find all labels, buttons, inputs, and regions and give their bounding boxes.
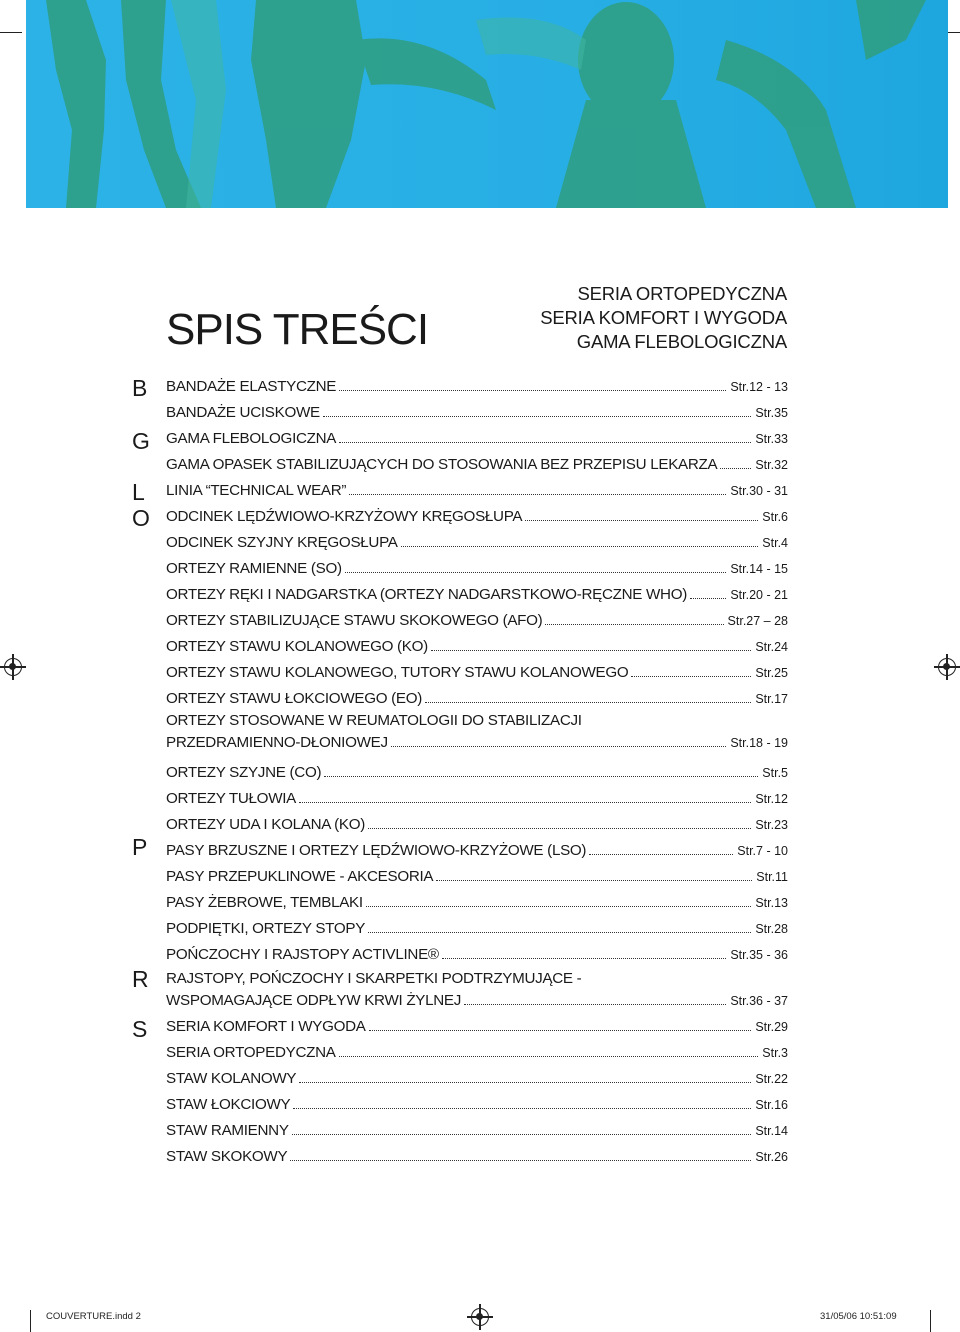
toc-entry[interactable] bbox=[166, 1095, 788, 1115]
dot-leader bbox=[345, 572, 727, 573]
dot-leader bbox=[369, 1030, 752, 1031]
toc-entry-page: Str.12 bbox=[755, 792, 788, 806]
toc-entry-label: STAW SKOKOWY bbox=[166, 1148, 288, 1165]
toc-entry[interactable] bbox=[166, 455, 788, 475]
registration-mark-icon bbox=[4, 658, 22, 676]
toc-entry[interactable] bbox=[166, 663, 788, 683]
dot-leader bbox=[299, 802, 751, 803]
toc-entry[interactable] bbox=[166, 481, 788, 501]
dot-leader bbox=[368, 828, 751, 829]
toc-entry-label: STAW KOLANOWY bbox=[166, 1070, 297, 1087]
toc-entry[interactable] bbox=[166, 1043, 788, 1063]
toc-entry-page: Str.4 bbox=[762, 536, 788, 550]
toc-entry[interactable] bbox=[166, 969, 788, 1011]
toc-entry-label: STAW ŁOKCIOWY bbox=[166, 1096, 291, 1113]
dot-leader bbox=[292, 1134, 752, 1135]
series-line: SERIA KOMFORT I WYGODA bbox=[540, 307, 787, 328]
dot-leader bbox=[525, 520, 758, 521]
index-letter: B bbox=[132, 375, 148, 401]
toc-entry[interactable] bbox=[166, 533, 788, 553]
toc-entry-page: Str.27 – 28 bbox=[727, 614, 788, 628]
index-letter: G bbox=[132, 428, 150, 454]
toc-entry-page: Str.26 bbox=[755, 1150, 788, 1164]
toc-entry-page: Str.14 bbox=[755, 1124, 788, 1138]
toc-entry-label: GAMA OPASEK STABILIZUJĄCYCH DO STOSOWANIA BEZ PRZEPISU LEKARZA bbox=[166, 456, 718, 473]
dot-leader bbox=[431, 650, 751, 651]
toc-entry[interactable] bbox=[166, 429, 788, 449]
index-letter: L bbox=[132, 479, 145, 505]
series-line: SERIA ORTOPEDYCZNA bbox=[577, 283, 787, 304]
toc-entry-page: Str.7 - 10 bbox=[737, 844, 788, 858]
dot-leader bbox=[401, 546, 759, 547]
toc-entry-page: Str.5 bbox=[762, 766, 788, 780]
toc-entry-label: BANDAŻE ELASTYCZNE bbox=[166, 378, 337, 395]
toc-entry-label: LINIA “TECHNICAL WEAR” bbox=[166, 482, 347, 499]
toc-entry[interactable] bbox=[166, 585, 788, 605]
toc-entry-page: Str.23 bbox=[755, 818, 788, 832]
toc-entry-page: Str.3 bbox=[762, 1046, 788, 1060]
dot-leader bbox=[324, 776, 758, 777]
toc-entry-label: PRZEDRAMIENNO-DŁONIOWEJ bbox=[166, 734, 388, 751]
toc-entry-label: STAW RAMIENNY bbox=[166, 1122, 289, 1139]
toc-entry-label: ORTEZY STAWU KOLANOWEGO, TUTORY STAWU KOLANOWEGO bbox=[166, 664, 629, 681]
dot-leader bbox=[323, 416, 751, 417]
toc-entry-page: Str.13 bbox=[755, 896, 788, 910]
toc-entry-page: Str.12 - 13 bbox=[730, 380, 788, 394]
toc-entry-page: Str.25 bbox=[755, 666, 788, 680]
toc-entry-label-line: ORTEZY STOSOWANE W REUMATOLOGII DO STABILIZACJI bbox=[166, 712, 582, 729]
dot-leader bbox=[290, 1160, 751, 1161]
dot-leader bbox=[631, 676, 751, 677]
crop-mark bbox=[0, 32, 22, 33]
toc-entry-label: ODCINEK LĘDŹWIOWO-KRZYŻOWY KRĘGOSŁUPA bbox=[166, 508, 523, 525]
toc-entry-label: SERIA KOMFORT I WYGODA bbox=[166, 1018, 366, 1035]
toc-entry-label: BANDAŻE UCISKOWE bbox=[166, 404, 320, 421]
dot-leader bbox=[368, 932, 751, 933]
toc-entry-page: Str.28 bbox=[755, 922, 788, 936]
toc-entry[interactable] bbox=[166, 789, 788, 809]
toc-entry[interactable] bbox=[166, 893, 788, 913]
toc-entry-label: WSPOMAGAJĄCE ODPŁYW KRWI ŻYLNEJ bbox=[166, 992, 462, 1009]
index-letter: O bbox=[132, 505, 150, 531]
dot-leader bbox=[464, 1004, 726, 1005]
header-banner bbox=[26, 0, 948, 208]
toc-entry[interactable] bbox=[166, 1017, 788, 1037]
series-list bbox=[540, 282, 787, 354]
dot-leader bbox=[366, 906, 752, 907]
dot-leader bbox=[442, 958, 727, 959]
toc-entry[interactable] bbox=[166, 1121, 788, 1141]
toc-entry[interactable] bbox=[166, 867, 788, 887]
toc-entry-page: Str.33 bbox=[755, 432, 788, 446]
toc-entry-page: Str.18 - 19 bbox=[730, 736, 788, 750]
index-letter: P bbox=[132, 834, 148, 860]
toc-entry[interactable] bbox=[166, 689, 788, 709]
toc-entry-label: PODPIĘTKI, ORTEZY STOPY bbox=[166, 920, 366, 937]
toc-entry-label: ORTEZY STAWU KOLANOWEGO (KO) bbox=[166, 638, 428, 655]
crop-mark bbox=[930, 1310, 931, 1332]
dot-leader bbox=[293, 1108, 751, 1109]
toc-entry[interactable] bbox=[166, 377, 788, 397]
dot-leader bbox=[339, 390, 726, 391]
toc-entry-page: Str.17 bbox=[755, 692, 788, 706]
footer-filename: COUVERTURE.indd 2 bbox=[46, 1311, 141, 1322]
registration-mark-icon bbox=[471, 1308, 489, 1326]
footer-timestamp: 31/05/06 10:51:09 bbox=[820, 1311, 897, 1322]
toc-entry-page: Str.22 bbox=[755, 1072, 788, 1086]
toc-entry[interactable] bbox=[166, 763, 788, 783]
dot-leader bbox=[425, 702, 751, 703]
dot-leader bbox=[589, 854, 733, 855]
toc-entry-label: ORTEZY RĘKI I NADGARSTKA (ORTEZY NADGARSTKOWO-RĘCZNE WHO) bbox=[166, 586, 687, 603]
toc-entry-label: ORTEZY RAMIENNE (SO) bbox=[166, 560, 342, 577]
toc-entry-label: ODCINEK SZYJNY KRĘGOSŁUPA bbox=[166, 534, 398, 551]
dot-leader bbox=[391, 746, 727, 747]
toc-entry-page: Str.36 - 37 bbox=[730, 994, 788, 1008]
toc-entry[interactable] bbox=[166, 507, 788, 527]
toc-entry[interactable] bbox=[166, 815, 788, 835]
toc-entry-label: SERIA ORTOPEDYCZNA bbox=[166, 1044, 336, 1061]
toc-entry-page: Str.32 bbox=[755, 458, 788, 472]
toc-entry[interactable] bbox=[166, 611, 788, 631]
toc-entry-label-line: RAJSTOPY, POŃCZOCHY I SKARPETKI PODTRZYMUJĄCE - bbox=[166, 970, 582, 987]
toc-entry[interactable] bbox=[166, 559, 788, 579]
toc-entry-label: ORTEZY TUŁOWIA bbox=[166, 790, 296, 807]
dot-leader bbox=[339, 1056, 759, 1057]
toc-entry[interactable] bbox=[166, 711, 788, 753]
toc-entry-page: Str.35 - 36 bbox=[730, 948, 788, 962]
page-title: SPIS TREŚCI bbox=[166, 305, 429, 354]
toc-entry-page: Str.35 bbox=[755, 406, 788, 420]
dot-leader bbox=[299, 1082, 751, 1083]
crop-mark bbox=[30, 1310, 31, 1332]
toc-entry-label: GAMA FLEBOLOGICZNA bbox=[166, 430, 337, 447]
toc-entry[interactable] bbox=[166, 919, 788, 939]
dot-leader bbox=[690, 598, 726, 599]
dot-leader bbox=[339, 442, 751, 443]
dot-leader bbox=[545, 624, 723, 625]
toc-entry-page: Str.11 bbox=[756, 870, 788, 884]
toc-entry-label: ORTEZY SZYJNE (CO) bbox=[166, 764, 322, 781]
toc-entry-label: ORTEZY STAWU ŁOKCIOWEGO (EO) bbox=[166, 690, 422, 707]
toc-entry-label: POŃCZOCHY I RAJSTOPY ACTIVLINE® bbox=[166, 946, 439, 963]
toc-entry[interactable] bbox=[166, 945, 788, 965]
toc-entry-page: Str.29 bbox=[755, 1020, 788, 1034]
toc-entry-page: Str.14 - 15 bbox=[730, 562, 788, 576]
toc-entry-label: ORTEZY UDA I KOLANA (KO) bbox=[166, 816, 366, 833]
toc-entry[interactable] bbox=[166, 1147, 788, 1167]
toc-entry[interactable] bbox=[166, 1069, 788, 1089]
toc-entry[interactable] bbox=[166, 841, 788, 861]
toc-entry[interactable] bbox=[166, 637, 788, 657]
toc-entry-label: PASY ŻEBROWE, TEMBLAKI bbox=[166, 894, 363, 911]
toc-entry-label: ORTEZY STABILIZUJĄCE STAWU SKOKOWEGO (AFO) bbox=[166, 612, 543, 629]
body-silhouettes-illustration bbox=[26, 0, 948, 208]
toc-entry-page: Str.20 - 21 bbox=[730, 588, 788, 602]
toc-entry-page: Str.16 bbox=[755, 1098, 788, 1112]
dot-leader bbox=[436, 880, 752, 881]
index-letter: S bbox=[132, 1016, 148, 1042]
toc-entry-page: Str.24 bbox=[755, 640, 788, 654]
toc-entry-page: Str.6 bbox=[762, 510, 788, 524]
toc-entry-page: Str.30 - 31 bbox=[730, 484, 788, 498]
toc-entry-label: PASY BRZUSZNE I ORTEZY LĘDŹWIOWO-KRZYŻOWE (LSO) bbox=[166, 842, 587, 859]
dot-leader bbox=[349, 494, 726, 495]
series-line: GAMA FLEBOLOGICZNA bbox=[576, 331, 787, 352]
toc-entry-label: PASY PRZEPUKLINOWE - AKCESORIA bbox=[166, 868, 434, 885]
dot-leader bbox=[720, 468, 751, 469]
index-letter: R bbox=[132, 966, 149, 992]
registration-mark-icon bbox=[938, 658, 956, 676]
toc-entry[interactable] bbox=[166, 403, 788, 423]
